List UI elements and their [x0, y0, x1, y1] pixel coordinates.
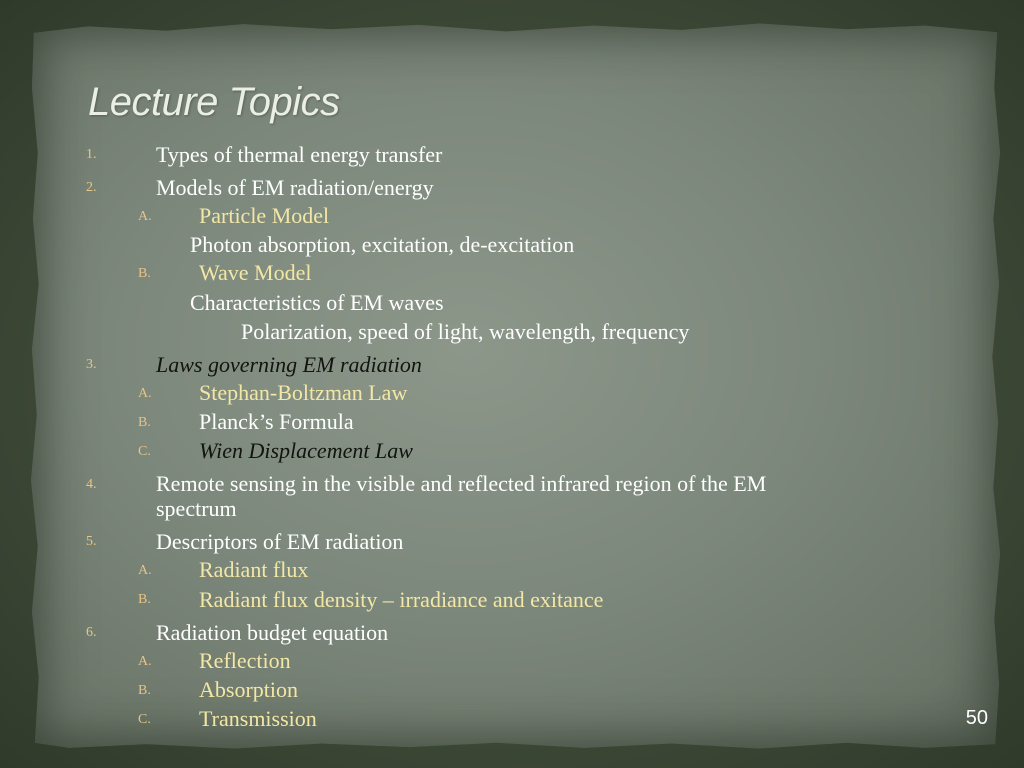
subtopic-letter: C.	[138, 712, 151, 727]
topic-label: Laws governing EM radiation	[156, 352, 422, 377]
topic-label: Radiation budget equation	[156, 620, 389, 645]
topic-number: 2.	[86, 180, 97, 195]
subtopic-label: Radiant flux density – irradiance and exitance	[199, 587, 604, 612]
slide-number: 50	[965, 707, 988, 729]
subtopic-label: Wien Displacement Law	[199, 438, 413, 463]
subtopic-label: Transmission	[199, 706, 317, 731]
subtopic-letter: B.	[138, 592, 151, 607]
subtopic-letter: A.	[138, 386, 152, 401]
subtopic-label: Stephan-Boltzman Law	[199, 380, 408, 405]
subtopic-letter: B.	[138, 266, 151, 281]
subtopic-letter: A.	[138, 209, 152, 224]
subtopic-label: Absorption	[199, 677, 298, 702]
subtopic-label: Planck’s Formula	[199, 409, 354, 434]
topic-label-continued: spectrum	[156, 496, 237, 521]
subtopic-detail: Photon absorption, excitation, de-excitation	[190, 232, 575, 257]
topic-label: Types of thermal energy transfer	[156, 142, 443, 167]
topic-number: 6.	[86, 625, 97, 640]
subtopic-label: Particle Model	[199, 203, 330, 228]
subtopic-letter: C.	[138, 444, 151, 459]
topic-number: 3.	[86, 357, 97, 372]
topic-number: 4.	[86, 477, 97, 492]
subtopic-label: Reflection	[199, 648, 291, 673]
topic-label: Descriptors of EM radiation	[156, 529, 404, 554]
topic-number: 5.	[86, 534, 97, 549]
topic-number: 1.	[86, 147, 97, 162]
topic-label: Remote sensing in the visible and reflected infrared region of the EM	[156, 471, 767, 496]
topic-label: Models of EM radiation/energy	[156, 175, 434, 200]
subtopic-letter: A.	[138, 654, 152, 669]
subtopic-detail: Characteristics of EM waves	[190, 290, 444, 315]
subtopic-letter: B.	[138, 415, 151, 430]
subtopic-label: Wave Model	[199, 260, 312, 285]
slide-title: Lecture Topics	[88, 80, 340, 124]
subtopic-subdetail: Polarization, speed of light, wavelength, frequency	[241, 319, 690, 344]
subtopic-label: Radiant flux	[199, 557, 309, 582]
subtopic-letter: B.	[138, 683, 151, 698]
subtopic-letter: A.	[138, 563, 152, 578]
